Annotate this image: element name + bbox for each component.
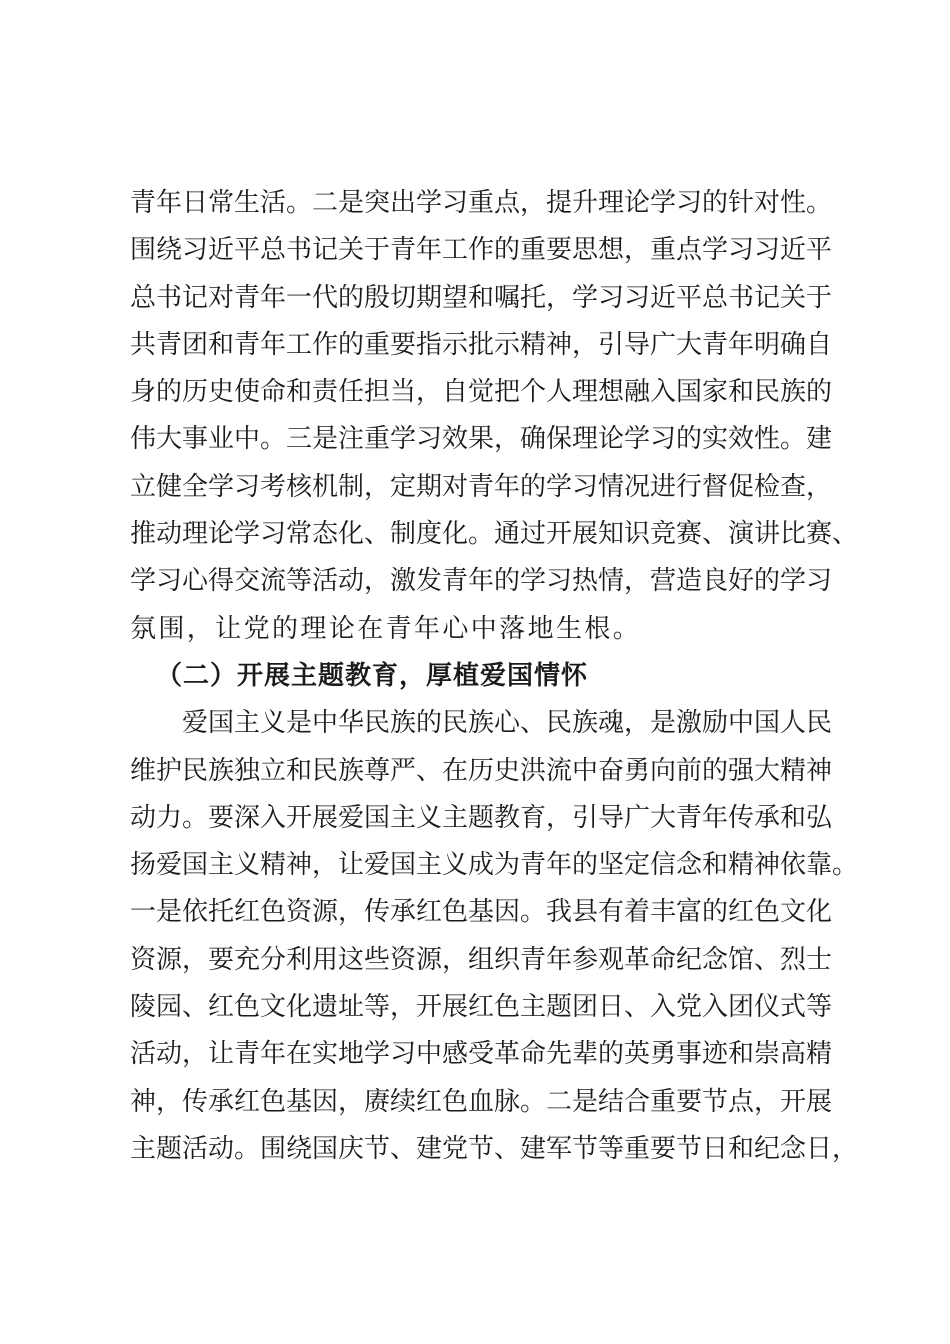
paragraph-line: 神，传承红色基因，赓续红色血脉。二是结合重要节点，开展: [130, 1086, 833, 1117]
paragraph-line: 共青团和青年工作的重要指示批示精神，引导广大青年明确自: [130, 329, 833, 360]
paragraph-line: 一是依托红色资源，传承红色基因。我县有着丰富的红色文化: [130, 897, 833, 928]
document-body: [130, 180, 859, 1173]
paragraph-line: 推动理论学习常态化、制度化。通过开展知识竞赛、演讲比赛、: [130, 519, 859, 550]
paragraph-1: [130, 180, 859, 653]
paragraph-2: [130, 700, 859, 1173]
paragraph-line: 维护民族独立和民族尊严、在历史洪流中奋勇向前的强大精神: [130, 755, 833, 786]
paragraph-line: 总书记对青年一代的殷切期望和嘱托，学习习近平总书记关于: [130, 282, 833, 313]
paragraph-line: 伟大事业中。三是注重学习效果，确保理论学习的实效性。建: [130, 424, 833, 455]
paragraph-line: 氛围，让党的理论在青年心中落地生根。: [130, 613, 642, 644]
paragraph-line: 爱国主义是中华民族的民族心、民族魂，是激励中国人民: [182, 708, 833, 739]
paragraph-line: 青年日常生活。二是突出学习重点，提升理论学习的针对性。: [130, 188, 833, 218]
section-heading: （二）开展主题教育，厚植爱国情怀: [156, 660, 589, 691]
paragraph-line: 主题活动。围绕国庆节、建党节、建军节等重要节日和纪念日，: [130, 1133, 859, 1164]
paragraph-line: 围绕习近平总书记关于青年工作的重要思想，重点学习习近平: [130, 235, 833, 266]
paragraph-line: 资源，要充分利用这些资源，组织青年参观革命纪念馆、烈士: [130, 944, 833, 975]
paragraph-line: 扬爱国主义精神，让爱国主义成为青年的坚定信念和精神依靠。: [130, 850, 859, 881]
paragraph-line: 陵园、红色文化遗址等，开展红色主题团日、入党入团仪式等: [130, 992, 833, 1023]
paragraph-line: 动力。要深入开展爱国主义主题教育，引导广大青年传承和弘: [130, 802, 833, 833]
paragraph-line: 活动，让青年在实地学习中感受革命先辈的英勇事迹和崇高精: [130, 1039, 833, 1070]
paragraph-line: 立健全学习考核机制，定期对青年的学习情况进行督促检查，: [130, 471, 833, 502]
paragraph-line: 学习心得交流等活动，激发青年的学习热情，营造良好的学习: [130, 566, 833, 597]
paragraph-line: 身的历史使命和责任担当，自觉把个人理想融入国家和民族的: [130, 377, 833, 408]
